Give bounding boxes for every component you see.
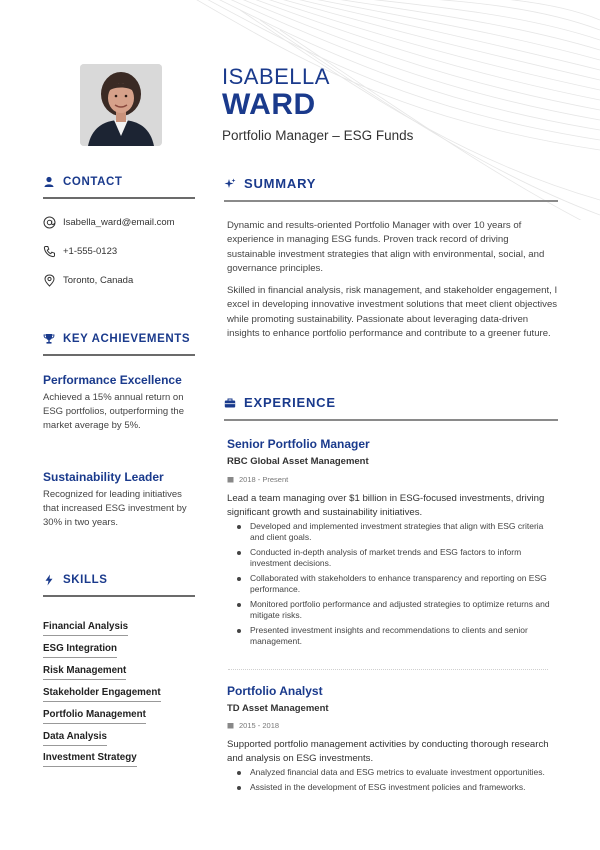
job-entry: [224, 437, 558, 651]
contact-heading: [43, 176, 195, 188]
experience-rule: [224, 419, 558, 421]
contact-phone[interactable]: +1-555-0123: [63, 245, 118, 257]
job-bullet: Assisted in the development of ESG investment policies and frameworks.: [236, 782, 558, 793]
job-company: TD Asset Management: [227, 703, 329, 714]
contact-phone-row: [43, 244, 195, 258]
job-bullet: Developed and implemented investment strategies that align with ESG criteria and client goals.: [236, 521, 558, 543]
contact-section: [43, 176, 195, 199]
achievement-item: [43, 373, 195, 433]
contact-email[interactable]: Isabella_ward@email.com: [63, 216, 175, 228]
achievements-heading-label: KEY ACHIEVEMENTS: [63, 333, 191, 345]
sparkle-icon: [224, 178, 236, 190]
achievements-heading: [43, 333, 195, 345]
headline-title: Portfolio Manager – ESG Funds: [222, 128, 414, 143]
achievement-item: [43, 470, 195, 530]
location-pin-icon: [43, 274, 56, 287]
skill-item: Investment Strategy: [43, 752, 137, 767]
job-dates: [224, 721, 558, 730]
job-bullets: [224, 521, 558, 647]
summary-rule: [224, 200, 558, 202]
job-description: Supported portfolio management activities by conducting thorough research and analysis on ESG investments.: [227, 739, 549, 764]
contact-location-row: [43, 273, 195, 287]
skills-heading: [43, 574, 195, 586]
summary-paragraph: Skilled in financial analysis, risk management, and stakeholder engagement, I excel in developing innovative investment solutions that meet client objectives while promoting sustainability. Passionate about leveraging data-driven insights to enhance portfolio performance and contribute to a greener future.: [227, 285, 558, 339]
lightning-bolt-icon: [43, 574, 55, 586]
job-divider: [228, 669, 548, 670]
first-name: ISABELLA: [222, 64, 330, 89]
job-dates-text: 2018 - Present: [239, 475, 289, 484]
last-name: WARD: [222, 88, 316, 121]
skill-item: Data Analysis: [43, 731, 107, 746]
contact-email-row: [43, 215, 195, 229]
skills-heading-label: SKILLS: [63, 574, 108, 586]
experience-section: [224, 395, 558, 421]
summary-heading: [224, 176, 558, 191]
achievement-text: Achieved a 15% annual return on ESG portfolios, outperforming the market average by 5%.: [43, 392, 184, 431]
trophy-icon: [43, 333, 55, 345]
experience-heading-label: EXPERIENCE: [244, 395, 336, 410]
summary-paragraph: Dynamic and results-oriented Portfolio Manager with over 10 years of experience in managing ESG funds. Proven track record of driving sustainable investment strategies that align with environmental, social, and governance principles.: [227, 220, 545, 274]
contact-rule: [43, 197, 195, 199]
achievements-rule: [43, 354, 195, 356]
job-bullet: Collaborated with stakeholders to enhance transparency and reporting on ESG performance.: [236, 573, 558, 595]
skill-item: Portfolio Management: [43, 709, 146, 724]
contact-location: Toronto, Canada: [63, 274, 134, 286]
skill-item: Risk Management: [43, 665, 126, 680]
phone-icon: [43, 245, 56, 258]
achievements-section: [43, 333, 195, 356]
job-dates: [224, 475, 558, 484]
achievement-text: Recognized for leading initiatives that increased ESG investment by 30% in two years.: [43, 489, 187, 528]
calendar-icon: [227, 722, 234, 729]
job-bullet: Analyzed financial data and ESG metrics to evaluate investment opportunities.: [236, 767, 558, 778]
job-bullets: [224, 767, 558, 793]
job-company: RBC Global Asset Management: [227, 456, 369, 467]
contact-heading-label: CONTACT: [63, 176, 123, 188]
job-dates-text: 2015 - 2018: [239, 721, 280, 730]
skills-rule: [43, 595, 195, 597]
job-description: Lead a team managing over $1 billion in ESG-focused investments, driving significant growth and sustainability initiatives.: [227, 493, 545, 518]
skill-item: Stakeholder Engagement: [43, 687, 161, 702]
experience-heading: [224, 395, 558, 410]
job-entry: [224, 684, 558, 797]
summary-heading-label: SUMMARY: [244, 176, 317, 191]
job-bullet: Conducted in-depth analysis of market trends and ESG factors to inform investment decisions.: [236, 547, 558, 569]
skills-section: [43, 574, 195, 597]
achievement-title: Sustainability Leader: [43, 470, 164, 484]
job-bullet: Presented investment insights and recommendations to clients and senior management.: [236, 625, 558, 647]
calendar-icon: [227, 476, 234, 483]
skill-item: ESG Integration: [43, 643, 117, 658]
at-sign-icon: [43, 216, 56, 229]
summary-section: [224, 176, 558, 202]
job-title: Senior Portfolio Manager: [227, 437, 370, 451]
job-bullet: Monitored portfolio performance and adjusted strategies to optimize returns and mitigate risks.: [236, 599, 558, 621]
achievement-title: Performance Excellence: [43, 373, 182, 387]
job-title: Portfolio Analyst: [227, 684, 323, 698]
skill-item: Financial Analysis: [43, 621, 128, 636]
briefcase-icon: [224, 397, 236, 409]
person-icon: [43, 176, 55, 188]
profile-photo: [80, 64, 162, 146]
profile-photo-image: [80, 64, 162, 146]
